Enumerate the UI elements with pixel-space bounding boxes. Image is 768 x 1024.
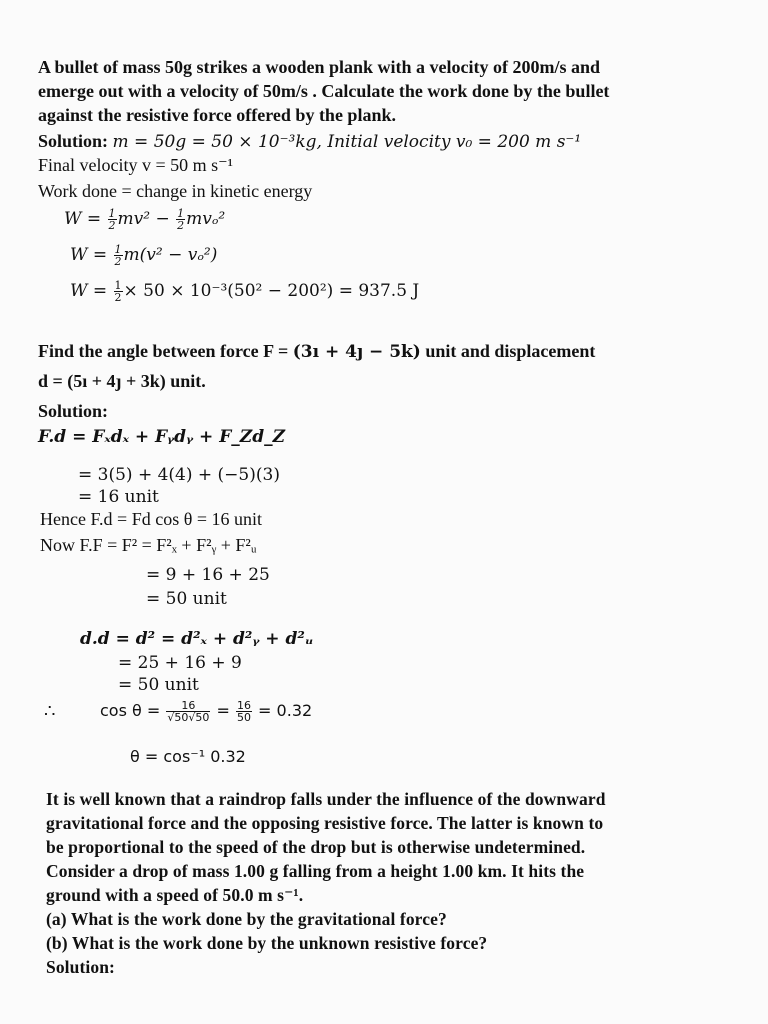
frac-den: 2 (114, 291, 122, 304)
problem1-question-line1: A bullet of mass 50g strikes a wooden plank with a velocity of 200m/s and (38, 57, 601, 77)
frac-num: 1 (177, 207, 185, 220)
problem1-equation1 (64, 208, 225, 231)
problem3-line5: ground with a speed of 50.0 m s⁻¹. (46, 885, 304, 905)
eq2-half-fraction (114, 244, 123, 267)
frac-num: 1 (108, 207, 116, 220)
eq1-half-fraction (108, 208, 117, 231)
problem3-line3: be proportional to the speed of the drop but is otherwise undetermined. (46, 837, 586, 857)
problem2-calc1: = 3(5) + 4(4) + (−5)(3) (78, 465, 280, 485)
eq3-half-fraction (114, 280, 123, 303)
problem2-ff1: = 9 + 16 + 25 (146, 565, 270, 585)
problem3-part-a: (a) What is the work done by the gravitational force? (46, 909, 447, 929)
therefore-symbol: ∴ (44, 701, 56, 721)
frac-num: 1 (114, 279, 122, 292)
problem2-now: Now F.F = F² = F²ₓ + F²ᵧ + F²ᵤ (40, 535, 257, 555)
eq2-lhs: W = (70, 245, 113, 265)
problem3-part-b: (b) What is the work done by the unknown resistive force? (46, 933, 488, 953)
problem2-solution-label: Solution: (38, 401, 109, 421)
cos-frac1-num: 16 (166, 700, 210, 712)
cos-rhs: = 0.32 (252, 701, 313, 720)
cos-frac1-den: √50√50 (167, 711, 210, 724)
problem3-solution-label: Solution: (46, 957, 115, 977)
problem1-question-line3: against the resistive force offered by the plank. (38, 105, 396, 125)
problem2-q-post: unit and displacement (420, 341, 596, 361)
cos-eq: = (211, 701, 235, 720)
eq1-half-fraction-2 (176, 208, 185, 231)
eq2-rhs: m(v² − vₒ²) (123, 245, 218, 265)
cos-fraction-1 (166, 700, 210, 723)
problem1-equation2 (70, 244, 217, 267)
problem2-dd1: = 25 + 16 + 9 (118, 653, 242, 673)
problem1-equation3 (70, 280, 419, 303)
problem2-dd: d.d = d² = d²ₓ + d²ᵧ + d²ᵤ (80, 629, 314, 649)
cos-lhs: cos θ = (100, 701, 166, 720)
problem2-hence: Hence F.d = Fd cos θ = 16 unit (40, 509, 262, 529)
cos-fraction-2 (236, 700, 252, 723)
problem3-line4: Consider a drop of mass 1.00 g falling from a height 1.00 km. It hits the (46, 861, 585, 881)
frac-den: 2 (108, 219, 116, 232)
problem1-question-line2: emerge out with a velocity of 50m/s . Calculate the work done by the bullet (38, 81, 610, 101)
problem2-q-pre: Find the angle between force F = (38, 341, 293, 361)
problem1-final-velocity: Final velocity v = 50 m s⁻¹ (38, 155, 234, 175)
frac-num: 1 (114, 243, 122, 256)
problem2-cos-equation (100, 700, 312, 723)
problem2-question-line1 (38, 340, 595, 363)
eq1-term-a: mv² − (117, 209, 176, 229)
eq3-rhs: × 50 × 10⁻³(50² − 200²) = 937.5 J (123, 281, 420, 301)
problem2-ff2: = 50 unit (146, 589, 227, 609)
problem2-theta: θ = cos⁻¹ 0.32 (130, 747, 246, 766)
frac-den: 2 (177, 219, 185, 232)
eq1-lhs: W = (64, 209, 107, 229)
eq1-term-b: mvₒ² (186, 209, 226, 229)
eq3-lhs: W = (70, 281, 113, 301)
problem3-line1: It is well known that a raindrop falls under the influence of the downward (46, 789, 606, 809)
problem2-dot-definition: F.d = Fₓdₓ + Fᵧdᵧ + F_Zd_Z (38, 427, 285, 447)
problem1-solution-label: Solution: (38, 131, 109, 151)
problem1-work-statement: Work done = change in kinetic energy (38, 181, 313, 201)
force-vector: (3ı + 4ȷ − 5k) (292, 342, 421, 362)
problem1-solution-line (38, 130, 581, 153)
cos-frac2-den: 50 (236, 711, 251, 724)
problem2-calc2: = 16 unit (78, 487, 159, 507)
problem2-dd2: = 50 unit (118, 675, 199, 695)
frac-den: 2 (114, 255, 122, 268)
problem2-question-line2: d = (5ı + 4ȷ + 3k) unit. (38, 371, 206, 391)
problem1-given: m = 50g = 50 × 10⁻³kg, Initial velocity v₀ = 200 m s⁻¹ (112, 132, 582, 152)
cos-frac2-num: 16 (236, 699, 251, 712)
problem3-line2: gravitational force and the opposing resistive force. The latter is known to (46, 813, 604, 833)
